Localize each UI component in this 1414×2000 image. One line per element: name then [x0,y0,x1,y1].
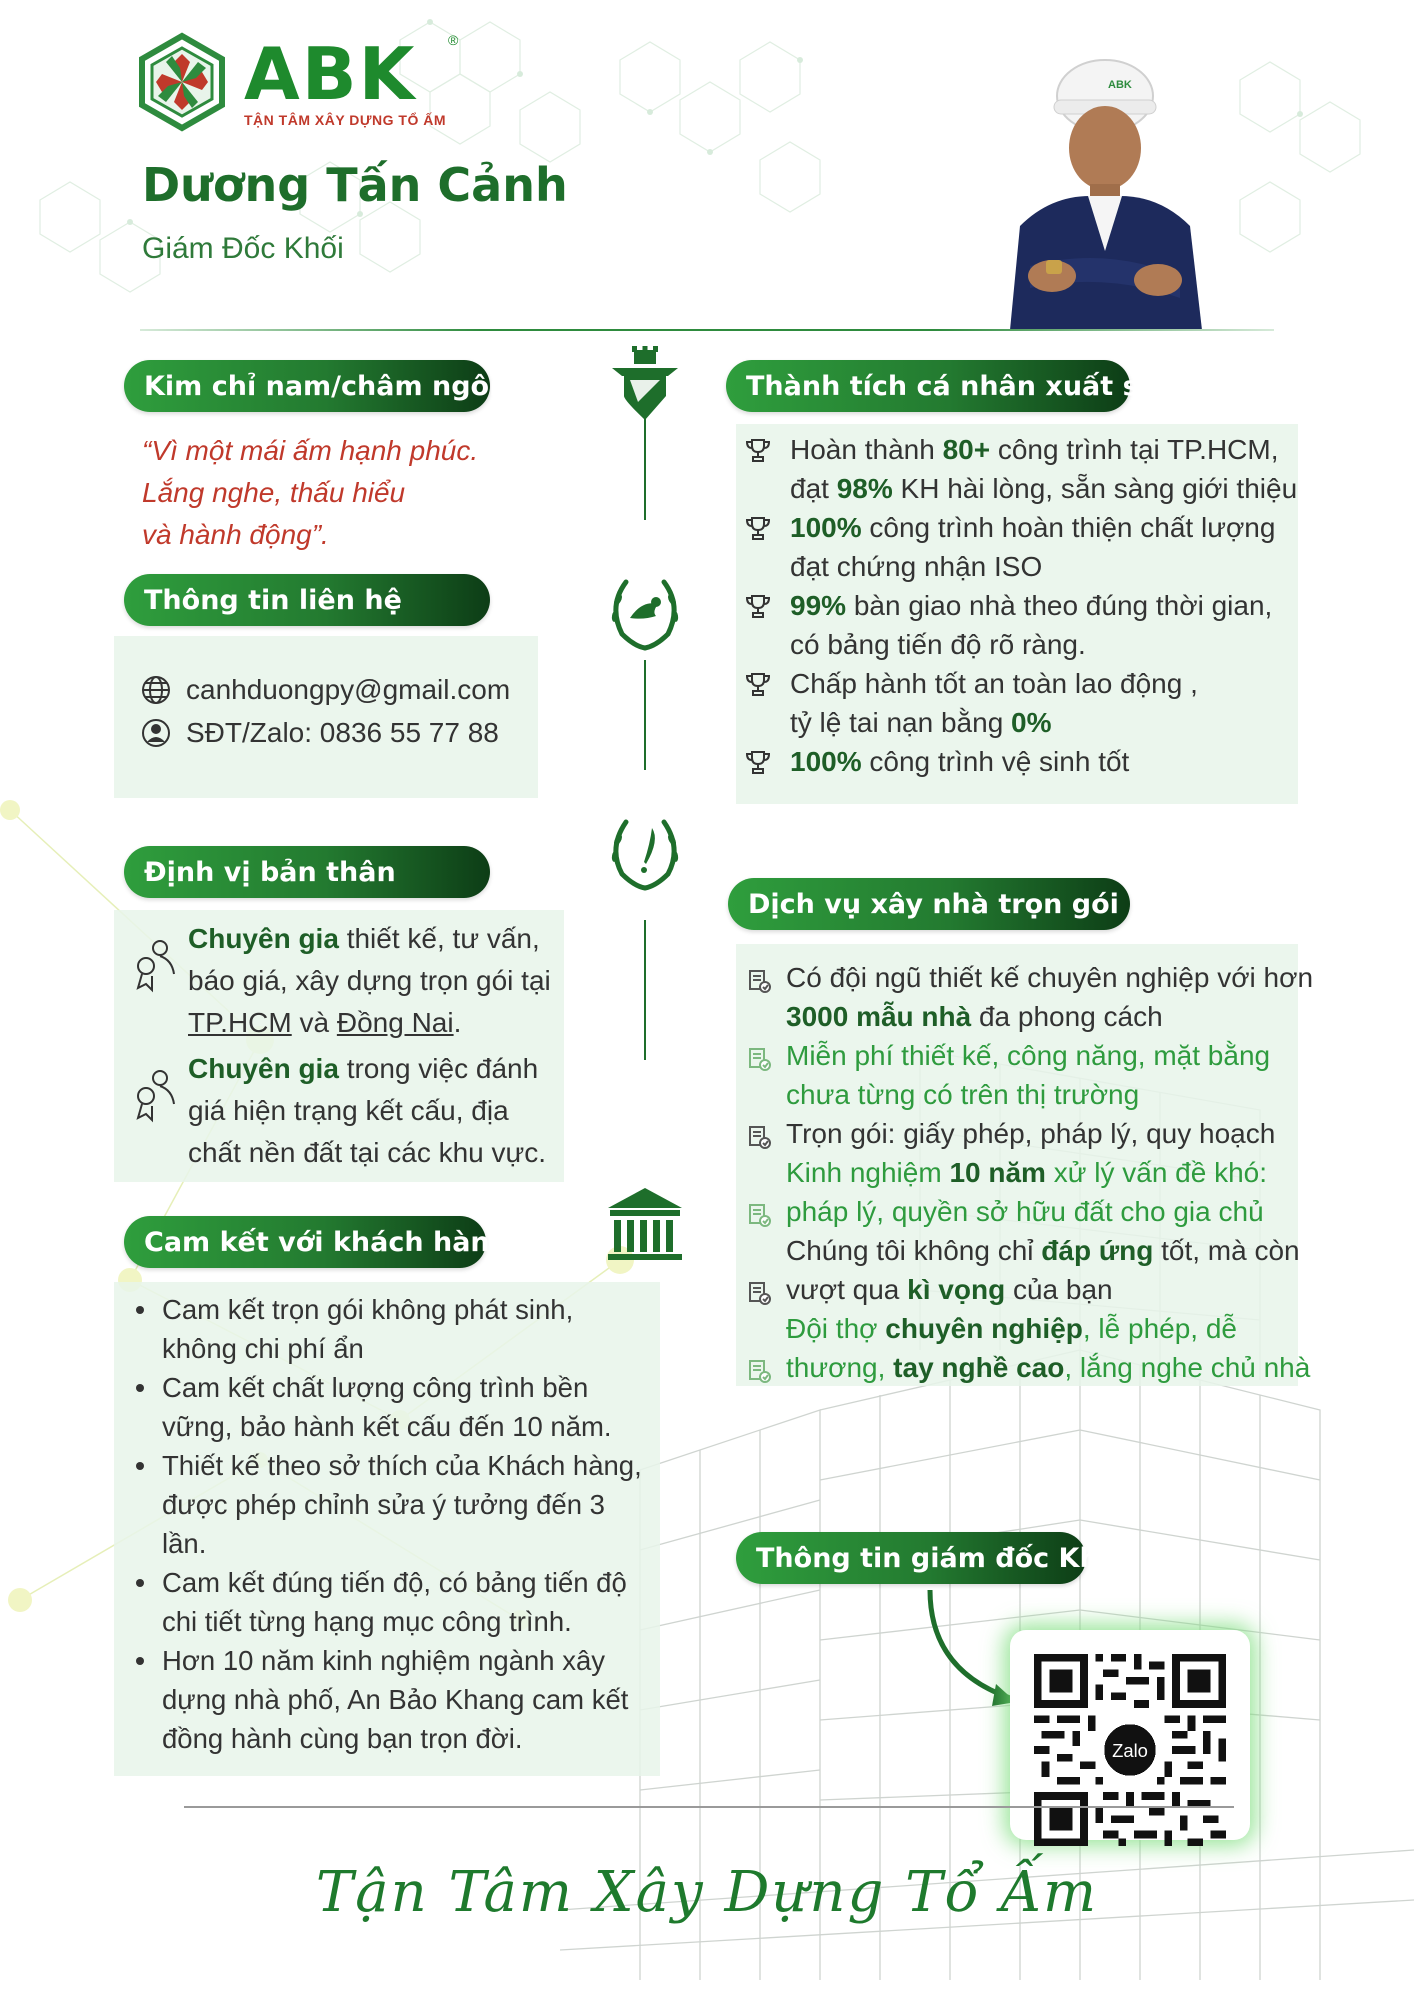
service-line [746,1231,1326,1270]
service-text: Kinh nghiệm [786,1157,950,1188]
qr-code-icon [1034,1654,1226,1846]
section-pill-motto: Kim chỉ nam/châm ngôn [124,360,490,412]
services-list [746,958,1326,1387]
motto-line: “Vì một mái ấm hạnh phúc. [142,435,479,466]
commitment-item: Thiết kế theo sở thích của Khách hàng, được phép chỉnh sửa ý tưởng đến 3 lần. [130,1446,650,1563]
achievement-item [746,742,1306,781]
positioning-text: thiết kế, tư vấn, báo giá, xây dựng trọn gói tại [188,923,551,996]
logo-wordmark: ABK [244,32,417,116]
trophy-icon [744,748,772,776]
service-text: của bạn [1005,1274,1113,1305]
expert-badge-icon [130,936,180,996]
service-highlight: 3000 mẫu nhà [786,1001,972,1032]
positioning-bold: Chuyên gia [188,1053,339,1084]
service-line [746,1114,1326,1153]
positioning-text: và [291,1007,337,1038]
brand-logo [132,32,462,132]
achievement-highlight: 99% [790,590,847,621]
service-text: Miễn phí thiết kế, công năng, mặt bằng [786,1040,1271,1071]
motto-line: Lắng nghe, thấu hiểu [142,477,406,508]
commitment-item: Cam kết chất lượng công trình bền vững, bảo hành kết cấu đến 10 năm. [130,1368,650,1446]
commitment-list [130,1290,650,1758]
logo-tagline: TẬN TÂM XÂY DỰNG TỔ ẤM [244,112,447,128]
achievement-highlight: 100% [790,512,862,543]
user-circle-icon [140,717,172,749]
trophy-icon [744,592,772,620]
zalo-qr-code[interactable] [1010,1630,1250,1840]
footer-slogan: Tận Tâm Xây Dựng Tổ Ấm [315,1860,1099,1925]
globe-icon [140,674,172,706]
motto-quote [142,430,522,556]
service-line [746,958,1326,997]
positioning-item [130,918,550,1042]
service-text: đa phong cách [971,1001,1163,1032]
registered-mark: ® [448,32,459,48]
person-name: Dương Tấn Cảnh [142,158,568,212]
service-text: Trọn gói: giấy phép, pháp lý, quy hoạch [786,1118,1276,1149]
achievement-text: công trình tại TP.HCM, [990,434,1279,465]
service-text: tốt, mà còn [1153,1235,1300,1266]
achievement-text: có bảng tiến độ rõ ràng. [790,629,1086,660]
achievements-list [746,430,1306,781]
institution-building-icon [600,1180,690,1270]
achievement-text: đạt chứng nhận ISO [790,551,1043,582]
achievement-text: đạt [790,473,837,504]
section-pill-director-info: Thông tin giám đốc Khối [736,1532,1086,1584]
timeline-line [644,660,646,770]
achievement-item [746,664,1306,742]
achievement-text: Chấp hành tốt an toàn lao động , [790,668,1198,699]
motto-line: và hành động”. [142,519,329,550]
service-line [746,1309,1326,1348]
achievement-text: bàn giao nhà theo đúng thời gian, [846,590,1273,621]
service-line [746,1192,1326,1231]
service-line [746,1036,1326,1075]
document-check-icon [746,1280,772,1306]
service-text: thương, [786,1352,894,1383]
commitment-item: Cam kết trọn gói không phát sinh, không chi phí ẩn [130,1290,650,1368]
contact-phone[interactable]: SĐT/Zalo: 0836 55 77 88 [186,717,499,748]
link-tphcm[interactable]: TP.HCM [188,1007,292,1038]
document-check-icon [746,1202,772,1228]
service-highlight: tay nghề cao [893,1352,1065,1383]
trophy-icon [744,514,772,542]
achievement-highlight: 0% [1011,707,1052,738]
positioning-text: trong việc đánh giá hiện trạng kết cấu, địa chất nền đất tại các khu vực. [188,1053,547,1168]
footer-divider [184,1806,1234,1808]
achievement-text: công trình vệ sinh tốt [861,746,1130,777]
service-highlight: 10 năm [949,1157,1046,1188]
section-pill-positioning: Định vị bản thân [124,846,490,898]
expert-badge-icon [130,1066,180,1126]
document-check-icon [746,968,772,994]
abk-flower-logo-icon [132,32,232,132]
service-text: , lắng nghe chủ nhà [1064,1352,1311,1383]
portrait-photo [990,36,1220,330]
section-pill-services: Dịch vụ xây nhà trọn gói [728,878,1130,930]
trophy-icon [744,670,772,698]
service-line [746,1075,1326,1114]
timeline-line [644,920,646,1060]
laurel-feather-icon [600,808,690,898]
service-text: chưa từng có trên thị trường [786,1079,1140,1110]
service-line [746,1348,1326,1387]
achievement-highlight: 80+ [942,434,991,465]
document-check-icon [746,1046,772,1072]
service-text: xử lý vấn đề khó: [1045,1157,1268,1188]
service-highlight: kì vọng [907,1274,1006,1305]
service-text: pháp lý, quyền sở hữu đất cho gia chủ [786,1196,1264,1227]
positioning-text: . [453,1007,462,1038]
service-highlight: đáp ứng [1041,1235,1154,1266]
achievement-item [746,430,1306,508]
achievement-highlight: 100% [790,746,862,777]
achievement-text: công trình hoàn thiện chất lượng [861,512,1276,543]
achievement-text: Hoàn thành [790,434,943,465]
person-role: Giám Đốc Khối [142,232,344,265]
laurel-bird-icon [600,566,690,656]
service-text: Đội thợ [786,1313,886,1344]
achievement-item [746,508,1306,586]
section-pill-commitment: Cam kết với khách hàng [124,1216,486,1268]
commitment-item: Hơn 10 năm kinh nghiệm ngành xây dựng nhà phố, An Bảo Khang cam kết đồng hành cùng bạn trọn đời. [130,1641,650,1758]
service-line [746,1153,1326,1192]
document-check-icon [746,1124,772,1150]
service-highlight: chuyên nghiệp [885,1313,1083,1344]
contact-email[interactable]: canhduongpy@gmail.com [186,674,511,705]
section-pill-contact: Thông tin liên hệ [124,574,490,626]
positioning-item [130,1048,550,1172]
svg-text:ABK: ABK [1108,79,1132,91]
positioning-bold: Chuyên gia [188,923,339,954]
contact-phone-row[interactable] [140,717,499,749]
castle-shield-icon [600,340,690,430]
service-text: Chúng tôi không chỉ [786,1235,1042,1266]
link-dong-nai[interactable]: Đồng Nai [336,1007,454,1038]
commitment-item: Cam kết đúng tiến độ, có bảng tiến độ chi tiết từng hạng mục công trình. [130,1563,650,1641]
trophy-icon [744,436,772,464]
service-text: , lễ phép, dễ [1082,1313,1237,1344]
contact-email-row[interactable] [140,674,510,706]
header-divider [140,329,1274,331]
achievement-item [746,586,1306,664]
service-text: vượt qua [786,1274,908,1305]
achievement-highlight: 98% [836,473,893,504]
achievement-text: KH hài lòng, sẵn sàng giới thiệu [892,473,1298,504]
achievement-text: tỷ lệ tai nạn bằng [790,707,1012,738]
service-text: Có đội ngũ thiết kế chuyên nghiệp với hơn [786,962,1314,993]
document-check-icon [746,1358,772,1384]
zalo-label: Zalo [1112,1739,1148,1761]
section-pill-achievements: Thành tích cá nhân xuất sắc [726,360,1130,412]
service-line [746,997,1326,1036]
service-line [746,1270,1326,1309]
